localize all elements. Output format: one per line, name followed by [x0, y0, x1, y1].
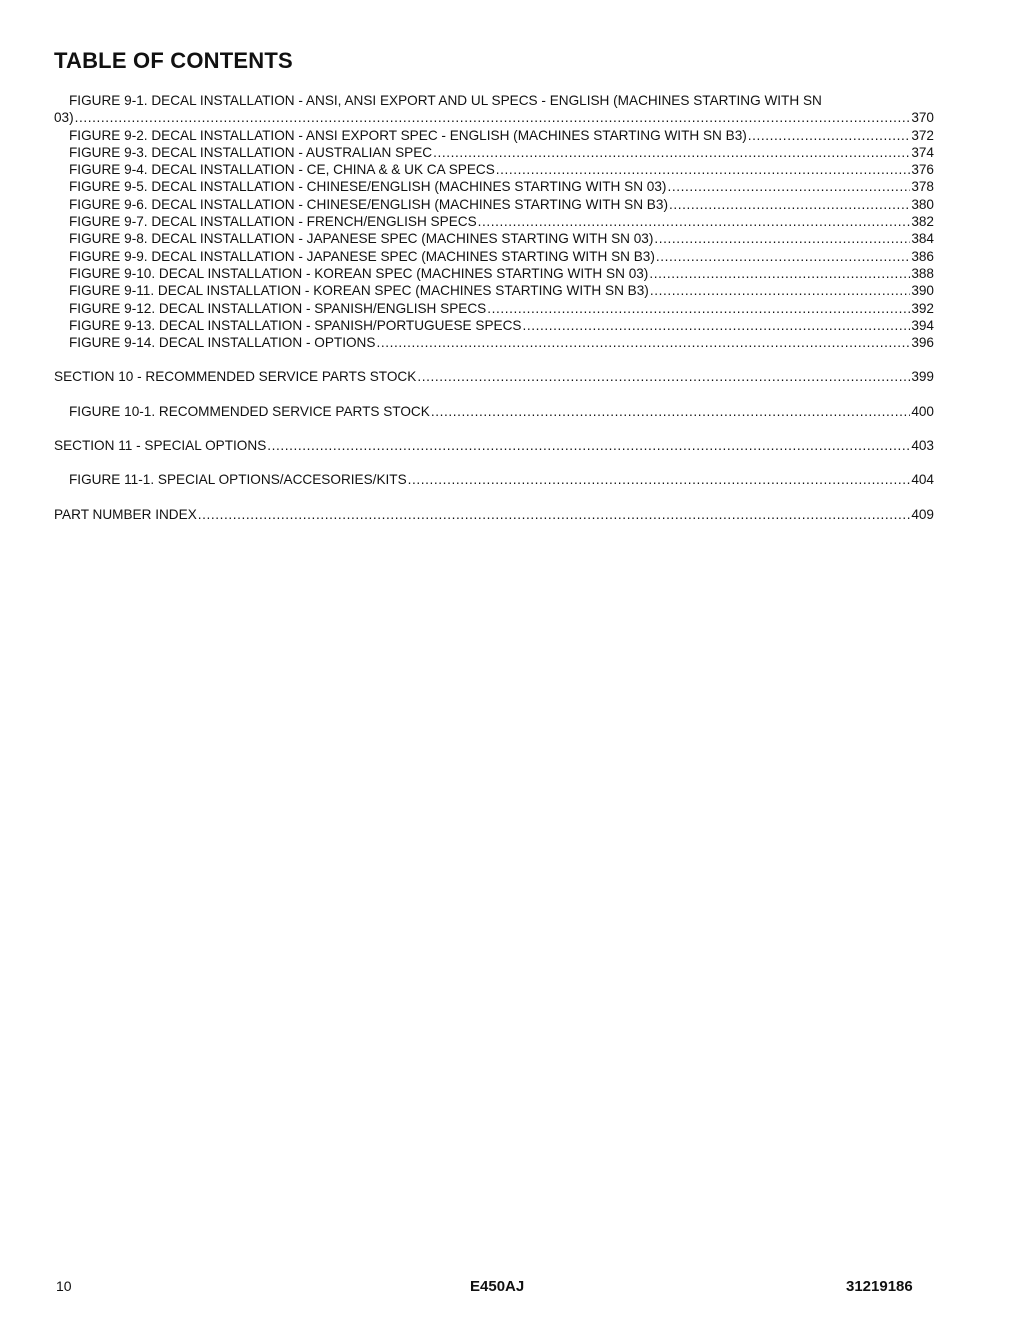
spacer — [54, 386, 934, 403]
toc-entry-figure-10-1[interactable] — [54, 403, 934, 420]
toc-entry-text-continued: 03) — [54, 110, 74, 126]
dot-leader — [650, 282, 910, 299]
toc-entry-text: FIGURE 9-14. DECAL INSTALLATION - OPTIONS — [69, 335, 376, 351]
toc-entry-text: FIGURE 9-2. DECAL INSTALLATION - ANSI EXPORT SPEC - ENGLISH (MACHINES STARTING WITH SN B3) — [69, 127, 747, 143]
toc-entry-text: FIGURE 9-8. DECAL INSTALLATION - JAPANESE SPEC (MACHINES STARTING WITH SN 03) — [69, 231, 654, 247]
toc-entry-figure-9-4[interactable] — [54, 161, 934, 178]
toc-page-number: 399 — [911, 369, 934, 385]
dot-leader — [408, 471, 911, 488]
toc-entry-text: FIGURE 9-7. DECAL INSTALLATION - FRENCH/ENGLISH SPECS — [69, 214, 477, 230]
toc-page-number: 384 — [911, 231, 934, 247]
toc-page-number: 396 — [911, 335, 934, 351]
dot-leader — [667, 178, 910, 195]
toc-entry-text: FIGURE 9-11. DECAL INSTALLATION - KOREAN SPEC (MACHINES STARTING WITH SN B3) — [69, 283, 649, 299]
dot-leader — [669, 196, 910, 213]
toc-page-number: 374 — [911, 144, 934, 160]
spacer — [54, 454, 934, 471]
toc-entry-text: FIGURE 9-6. DECAL INSTALLATION - CHINESE/ENGLISH (MACHINES STARTING WITH SN B3) — [69, 196, 668, 212]
toc-page-number: 376 — [911, 162, 934, 178]
toc-page-number: 380 — [911, 196, 934, 212]
dot-leader — [431, 403, 911, 420]
dot-leader — [376, 334, 910, 351]
toc-entry-figure-9-7[interactable] — [54, 213, 934, 230]
toc-entry-figure-9-12[interactable] — [54, 300, 934, 317]
toc-page-number: 390 — [911, 283, 934, 299]
toc-entry-figure-9-3[interactable] — [54, 144, 934, 161]
toc-entry-text: SECTION 10 - RECOMMENDED SERVICE PARTS STOCK — [54, 369, 417, 385]
toc-entry-text: FIGURE 9-4. DECAL INSTALLATION - CE, CHINA & & UK CA SPECS — [69, 162, 495, 178]
toc-entry-section-11[interactable] — [54, 437, 934, 454]
footer-doc-number: 31219186 — [846, 1278, 913, 1295]
toc-page-number: 382 — [911, 214, 934, 230]
dot-leader — [522, 317, 910, 334]
toc-entry-text: FIGURE 9-12. DECAL INSTALLATION - SPANISH/ENGLISH SPECS — [69, 300, 487, 316]
toc-entry-text: PART NUMBER INDEX — [54, 506, 197, 522]
toc-page-number: 392 — [911, 300, 934, 316]
toc-entry-figure-9-5[interactable] — [54, 178, 934, 195]
toc-entry-text: SECTION 11 - SPECIAL OPTIONS — [54, 438, 267, 454]
toc-entry-figure-9-8[interactable] — [54, 230, 934, 247]
toc-entry-part-number-index[interactable] — [54, 506, 934, 523]
dot-leader — [75, 109, 911, 126]
toc-page-number: 386 — [911, 248, 934, 264]
spacer — [54, 420, 934, 437]
toc-entry-text: FIGURE 9-3. DECAL INSTALLATION - AUSTRALIAN SPEC — [69, 144, 433, 160]
toc-entry-text: FIGURE 9-1. DECAL INSTALLATION - ANSI, ANSI EXPORT AND UL SPECS - ENGLISH (MACHINES STARTING WITH SN — [69, 93, 822, 108]
dot-leader — [649, 265, 910, 282]
dot-leader — [198, 506, 911, 523]
table-of-contents — [54, 92, 934, 523]
dot-leader — [433, 144, 910, 161]
toc-page-number: 388 — [911, 265, 934, 281]
dot-leader — [748, 127, 911, 144]
toc-entry-text: FIGURE 9-10. DECAL INSTALLATION - KOREAN SPEC (MACHINES STARTING WITH SN 03) — [69, 265, 649, 281]
toc-page-number: 394 — [911, 317, 934, 333]
toc-entry-text: FIGURE 9-13. DECAL INSTALLATION - SPANISH/PORTUGUESE SPECS — [69, 317, 522, 333]
dot-leader — [656, 248, 910, 265]
spacer — [54, 489, 934, 506]
page-title: TABLE OF CONTENTS — [54, 48, 293, 73]
toc-page-number: 403 — [911, 438, 934, 454]
dot-leader — [478, 213, 911, 230]
dot-leader — [267, 437, 910, 454]
toc-entry-figure-9-14[interactable] — [54, 334, 934, 351]
dot-leader — [496, 161, 911, 178]
toc-page-number: 409 — [911, 506, 934, 522]
toc-entry-text: FIGURE 11-1. SPECIAL OPTIONS/ACCESORIES/KITS — [69, 472, 407, 488]
toc-entry-figure-9-9[interactable] — [54, 248, 934, 265]
toc-page-number: 370 — [911, 110, 934, 126]
toc-entry-figure-9-13[interactable] — [54, 317, 934, 334]
toc-entry-figure-9-1[interactable] — [54, 92, 934, 127]
dot-leader — [487, 300, 910, 317]
toc-entry-text: FIGURE 9-5. DECAL INSTALLATION - CHINESE/ENGLISH (MACHINES STARTING WITH SN 03) — [69, 179, 667, 195]
dot-leader — [654, 230, 910, 247]
toc-entry-figure-9-6[interactable] — [54, 196, 934, 213]
footer-page-number: 10 — [56, 1278, 72, 1294]
toc-entry-text: FIGURE 10-1. RECOMMENDED SERVICE PARTS STOCK — [69, 403, 430, 419]
dot-leader — [417, 368, 910, 385]
toc-page-number: 378 — [911, 179, 934, 195]
toc-entry-section-10[interactable] — [54, 368, 934, 385]
spacer — [54, 351, 934, 368]
toc-entry-text: FIGURE 9-9. DECAL INSTALLATION - JAPANESE SPEC (MACHINES STARTING WITH SN B3) — [69, 248, 655, 264]
toc-entry-figure-11-1[interactable] — [54, 471, 934, 488]
toc-entry-figure-9-2[interactable] — [54, 127, 934, 144]
toc-entry-figure-9-10[interactable] — [54, 265, 934, 282]
toc-page-number: 372 — [911, 127, 934, 143]
toc-page-number: 404 — [911, 472, 934, 488]
toc-page-number: 400 — [911, 403, 934, 419]
footer-model: E450AJ — [470, 1278, 525, 1295]
toc-entry-figure-9-11[interactable] — [54, 282, 934, 299]
